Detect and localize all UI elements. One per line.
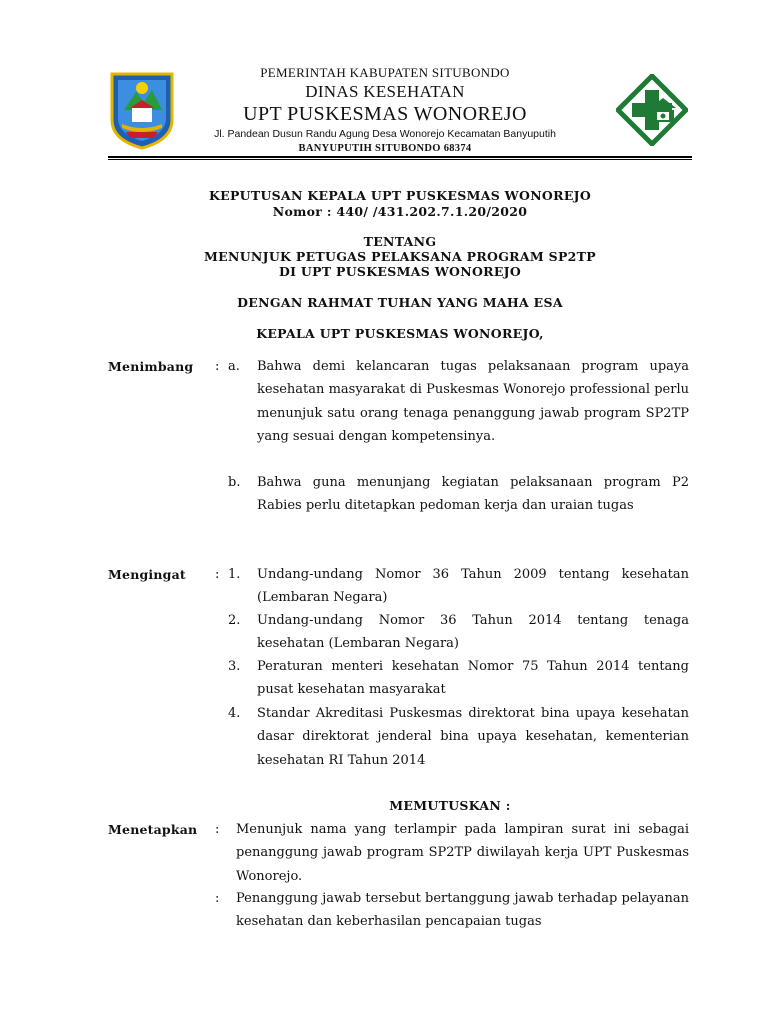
menetapkan-item-2: Penanggung jawab tersebut bertanggung jawab terhadap pelayanan kesehatan dan keberhasilan pencapaian tugas [236,891,689,930]
decree-subject-2: DI UPT PUSKESMAS WONOREJO [278,264,522,279]
puskesmas-logo [616,74,688,146]
mengingat-item-2: Undang-undang Nomor 36 Tahun 2014 tentang tenaga kesehatan (Lembaran Negara) [257,613,689,652]
menetapkan-label: Menetapkan [108,822,198,837]
letterhead-agency: DINAS KESEHATAN [305,82,465,101]
decree-subject-1: MENUNJUK PETUGAS PELAKSANA PROGRAM SP2TP [204,249,596,264]
letterhead-rule-thin [108,159,692,160]
memutuskan-heading: MEMUTUSKAN : [389,798,511,813]
menetapkan-colon: : [215,822,220,837]
menimbang-item-b: Bahwa guna menunjang kegiatan pelaksanaan program P2 Rabies perlu ditetapkan pedoman kerja dan uraian tugas [257,475,689,514]
mengingat-marker-1: 1. [228,567,241,582]
decree-head: KEPALA UPT PUSKESMAS WONOREJO, [256,326,544,341]
menimbang-colon: : [215,359,220,374]
menetapkan-item-1: Menunjuk nama yang terlampir pada lampiran surat ini sebagai penanggung jawab program SP2TP diwilayah kerja UPT Puskesmas Wonorejo. [236,822,689,884]
mengingat-item-1: Undang-undang Nomor 36 Tahun 2009 tentang kesehatan (Lembaran Negara) [257,567,689,606]
letterhead-address: Jl. Pandean Dusun Randu Agung Desa Wonorejo Kecamatan Banyuputih [214,128,556,140]
letterhead-rule-thick [108,156,692,158]
letterhead-city: BANYUPUTIH SITUBONDO 68374 [298,143,472,154]
letterhead-institution: UPT PUSKESMAS WONOREJO [243,103,527,125]
menimbang-label: Menimbang [108,359,194,374]
mengingat-marker-3: 3. [228,659,241,674]
decree-blessing: DENGAN RAHMAT TUHAN YANG MAHA ESA [237,295,563,310]
letterhead-government: PEMERINTAH KABUPATEN SITUBONDO [260,65,510,80]
menimbang-item-a: Bahwa demi kelancaran tugas pelaksanaan program upaya kesehatan masyarakat di Puskesmas Wonorejo professional perlu menunjuk satu orang tenaga penanggung jawab program SP2TP yang sesuai dengan kompetensinya. [257,359,689,444]
decree-number: Nomor : 440/ /431.202.7.1.20/2020 [272,204,528,219]
mengingat-colon: : [215,567,220,582]
decree-title: KEPUTUSAN KEPALA UPT PUSKESMAS WONOREJO [208,188,592,203]
menimbang-marker-a: a. [228,359,240,374]
mengingat-item-3: Peraturan menteri kesehatan Nomor 75 Tahun 2014 tentang pusat kesehatan masyarakat [257,659,689,698]
menetapkan-colon-2: : [215,891,220,906]
letterhead [160,64,610,156]
mengingat-marker-4: 4. [228,706,241,721]
mengingat-label: Mengingat [108,567,186,582]
decree-about: TENTANG [363,234,437,249]
mengingat-item-4: Standar Akreditasi Puskesmas direktorat bina upaya kesehatan dasar direktorat jenderal bina upaya kesehatan, kementerian kesehatan RI Tahun 2014 [257,706,689,768]
mengingat-marker-2: 2. [228,613,241,628]
menimbang-marker-b: b. [228,475,241,490]
